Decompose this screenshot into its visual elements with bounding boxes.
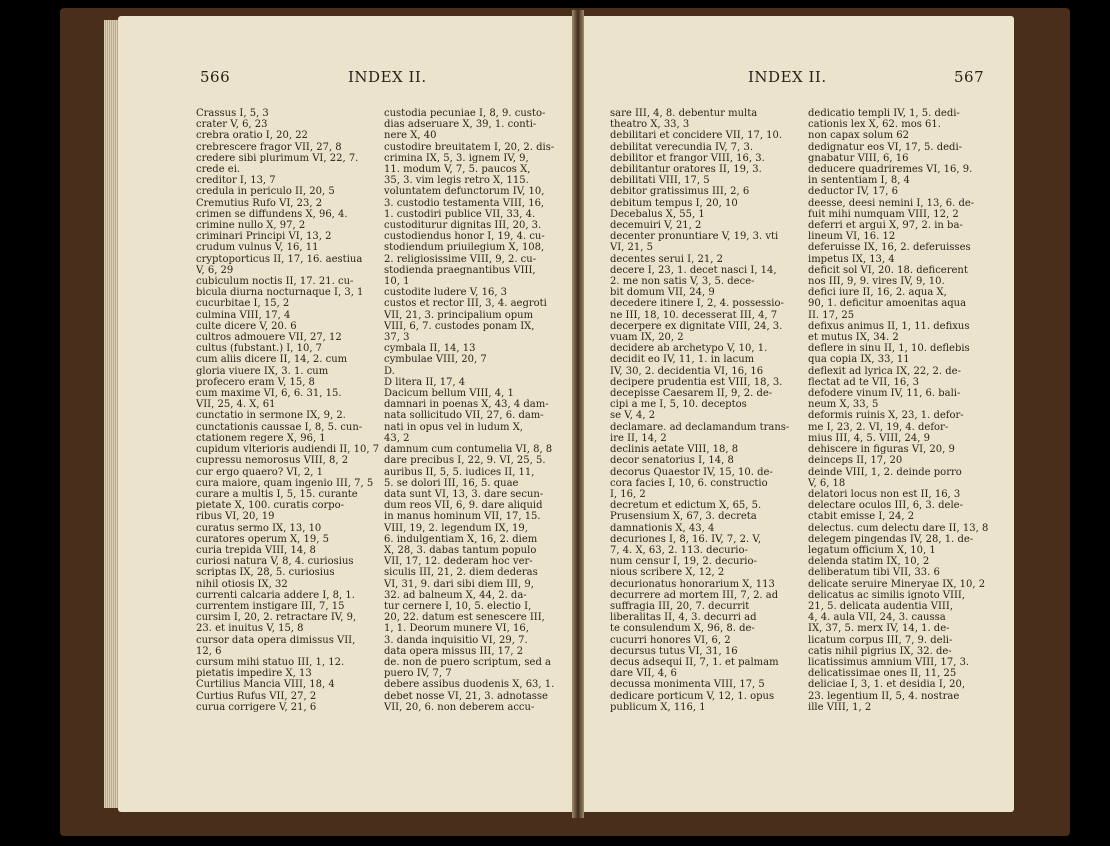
index-entry-line: nata sollicitudo VII, 27, 6. dam- [384,410,544,422]
index-entry-line: D. [384,365,395,377]
index-entry-line: 4, 4. aula VII, 24, 3. caussa [808,612,946,624]
index-entry-line: 2. religiosissime VIII, 9, 2. cu- [384,253,537,265]
index-entry-line: crebra oratio I, 20, 22 [196,130,308,142]
index-entry-line: deferuisse IX, 16, 2. deferuisses [808,242,971,254]
index-entry-line: cora facies I, 10, 6. constructio [610,477,768,489]
index-entry-line: liberalitas II, 4, 3. decurri ad [610,612,757,624]
index-entry-line: crede ei. [196,164,241,176]
index-entry-line: culte dicere V, 20. 6 [196,320,297,332]
index-entry-line: decus adsequi II, 7, 1. et palmam [610,656,779,668]
index-entry-line: siculis III, 21, 2. diem dederas [384,567,538,579]
index-entry-line: Curtius Rufus VII, 27, 2 [196,690,317,702]
index-entry-line: currenti calcaria addere I, 8, 1. [196,589,355,601]
index-entry-line: curiosi natura V, 8, 4. curiosius [196,556,354,568]
index-entry-line: currentem instigare III, 7, 15 [196,600,345,612]
index-entry-line: cationis lex X, 62. mos 61. [808,119,941,131]
index-entry-line: 90, 1. deficitur amoenitas aqua [808,298,967,310]
index-entry-line: damnationis X, 43, 4 [610,522,715,534]
index-entry-line: delenda statim IX, 10, 2 [808,556,930,568]
index-entry-line: mius III, 4, 5. VIII, 24, 9 [808,432,930,444]
index-entry-line: vuam IX, 20, 2 [610,332,684,344]
index-entry-line: deesse, deesi nemini I, 13, 6. de- [808,197,975,209]
index-entry-line: scriptas IX, 28, 5. curiosius [196,567,335,579]
index-entry-line: crudum vulnus V, 16, 11 [196,242,319,254]
index-entry-line: debilitati VIII, 17, 5 [610,175,710,187]
index-entry-line: cubiculum noctis II, 17. 21. cu- [196,276,354,288]
index-entry-line: Prusensium X, 67, 3. decreta [610,511,757,523]
index-entry-line: 5. se dolori III, 16, 5. quae [384,477,519,489]
index-entry-line: te consulendum X, 96, 8. de- [610,623,755,635]
index-entry-line: gnabatur VIII, 6, 16 [808,152,909,164]
index-entry-line: delicatissimae ones II, 11, 25 [808,668,957,680]
index-entry-line: deliciae I, 3, 1. et desidia I, 20, [808,679,966,691]
index-entry-line: VI, 31, 9. dari sibi diem III, 9, [384,578,534,590]
index-entry-line: curia trepida VIII, 14, 8 [196,544,316,556]
index-entry-line: debilitor et frangor VIII, 16, 3. [610,152,765,164]
index-entry-line: non capax solum 62 [808,130,910,142]
index-entry-line: delicatus ac similis ignoto VIII, [808,589,966,601]
index-entry-line: flectat ad te VII, 16, 3 [808,376,919,388]
index-entry-line: decuriones I, 8, 16. IV, 7, 2. V, [610,533,762,545]
index-entry-line: data sunt VI, 13, 3. dare secun- [384,488,544,500]
index-entry-line: data opera missus III, 17, 2 [384,645,524,657]
index-entry-line: cursum mihi statuo III, 1, 12. [196,656,345,668]
index-entry-line: V, 6, 18 [808,477,846,489]
index-entry-line: decurionatus honorarium X, 113 [610,578,775,590]
index-entry-line: auribus II, 5, 5. iudices II, 11, [384,466,535,478]
index-entry-line: defici iure II, 16, 2. aqua X, [808,287,947,299]
index-entry-line: dare precibus I, 22, 9. VI, 25, 5. [384,455,546,467]
index-entry-line: damnum cum contumelia VI, 8, 8 [384,444,553,456]
index-entry-line: deferri et argui X, 97, 2. in ba- [808,220,963,232]
index-entry-line: crebrescere fragor VII, 27, 8 [196,141,342,153]
index-entry-line: theatro X, 33, 3 [610,119,690,131]
index-entry-line: V, 6, 29 [196,264,234,276]
index-entry-line: ne III, 18, 10. decesserat III, 4, 7 [610,309,778,321]
index-entry-line: curatores operum X, 19, 5 [196,533,329,545]
index-entry-line: II. 17, 25 [808,309,855,321]
index-entry-line: delegem pingendas IV, 28, 1. de- [808,533,974,545]
index-entry-line: decidere ab archetypo V, 10, 1. [610,343,768,355]
index-entry-line: decemuiri V, 21, 2 [610,220,702,232]
index-entry-line: 23. legentium II, 5, 4. nostrae [808,690,960,702]
index-entry-line: crater V, 6, 23 [196,119,268,131]
index-entry-line: D litera II, 17, 4 [384,376,466,388]
index-entry-line: cum aliis dicere II, 14, 2. cum [196,354,348,366]
index-entry-line: dehiscere in figuras VI, 20, 9 [808,444,955,456]
index-entry-line: deliberatum tibi VII, 33. 6 [808,567,940,579]
index-entry-line: culmina VIII, 17, 4 [196,309,291,321]
index-entry-line: debitor gratissimus III, 2, 6 [610,186,750,198]
index-entry-line: stodiendum priuilegium X, 108, [384,242,545,254]
index-entry-line: debilitantur oratores II, 19, 3. [610,164,762,176]
index-entry-line: defodere vinum IV, 11, 6. bali- [808,388,961,400]
index-entry-line: deformis ruinis X, 23, 1. defor- [808,410,964,422]
index-entry-line: licatum corpus III, 7, 9. deli- [808,634,953,646]
index-entry-line: decursus tutus VI, 31, 16 [610,645,738,657]
index-entry-line: gloria viuere IX, 3. 1. cum [196,365,329,377]
index-entry-line: 35, 3. vim legis retro X, 115. [384,175,529,187]
index-entry-line: se V, 4, 2 [610,410,656,422]
index-entry-line: deinde VIII, 1, 2. deinde porro [808,466,962,478]
index-entry-line: decussa monimenta VIII, 17, 5 [610,679,765,691]
index-entry-line: cultros admouere VII, 27, 12 [196,332,342,344]
index-entry-line: suffragia III, 20, 7. decurrit [610,600,750,612]
index-entry-line: crimen se diffundens X, 96, 4. [196,208,348,220]
index-entry-line: fuit mihi numquam VIII, 12, 2 [808,208,959,220]
index-entry-line: 20, 22. datum est senescere III, [384,612,545,624]
index-entry-line: lineum VI, 16. 12 [808,231,896,243]
left-page-number: 566 [200,68,231,86]
index-entry-line: 6. indulgentiam X, 16, 2. diem [384,533,538,545]
index-entry-line: nihil otiosis IX, 32 [196,578,288,590]
index-entry-line: qua copia IX, 33, 11 [808,354,910,366]
index-entry-line: impetus IX, 13, 4 [808,253,895,265]
index-entry-line: Dacicum bellum VIII, 4, 1 [384,388,514,400]
index-entry-line: licatissimus amnium VIII, 17, 3. [808,656,970,668]
index-entry-line: decor senatorius I, 14, 8 [610,455,734,467]
index-entry-line: nere X, 40 [384,130,437,142]
index-entry-line: de. non de puero scriptum, sed a [384,656,551,668]
index-entry-line: decretum et edictum X, 65, 5. [610,500,762,512]
index-entry-line: cucurri honores VI, 6, 2 [610,634,731,646]
index-entry-line: credula in periculo II, 20, 5 [196,186,335,198]
index-entry-line: criminari Principi VI, 13, 2 [196,231,332,243]
index-entry-line: Decebalus X, 55, 1 [610,208,705,220]
index-entry-line: bicula diurna nocturnaque I, 3, 1 [196,287,364,299]
left-column-1 [196,108,380,713]
index-entry-line: custodire breuitatem I, 20, 2. dis- [384,141,555,153]
index-entry-line: nati in opus vel in ludum X, [384,421,523,433]
index-entry-line: nious scribere X, 12, 2 [610,567,725,579]
index-entry-line: cupressu nemorosus VIII, 8, 2 [196,455,349,467]
index-entry-line: delectare oculos III, 6, 3. dele- [808,500,963,512]
index-entry-line: credere sibi plurimum VI, 22, 7. [196,152,359,164]
index-entry-line: Crassus I, 5, 3 [196,108,269,119]
index-entry-line: nos III, 9, 9. vires IV, 9, 10. [808,276,945,288]
index-entry-line: 2. me non satis V, 3, 5. dece- [610,276,755,288]
index-entry-line: 10, 1 [384,276,410,288]
index-entry-line: 21, 5. delicata audentia VIII, [808,600,954,612]
index-entry-line: ille VIII, 1, 2 [808,701,872,713]
index-entry-line: 23. et inuitus V, 15, 8 [196,623,304,635]
index-entry-line: sare III, 4, 8. debentur multa [610,108,758,119]
index-entry-line: decurrere ad mortem III, 7, 2. ad [610,589,779,601]
left-column-2 [384,108,566,713]
index-entry-line: 12, 6 [196,645,222,657]
index-entry-line: decedere itinere I, 2, 4. possessio- [610,298,784,310]
index-entry-line: cymbala II, 14, 13 [384,343,476,355]
index-entry-line: ctationem regere X, 96, 1 [196,432,326,444]
index-entry-line: declamare. ad declamandum trans- [610,421,790,433]
index-entry-line: publicum X, 116, 1 [610,701,706,713]
index-entry-line: cunctatio in sermone IX, 9, 2. [196,410,346,422]
index-entry-line: dias adseruare X, 39, 1. conti- [384,119,537,131]
index-entry-line: debilitari et concidere VII, 17, 10. [610,130,783,142]
index-entry-line: decidit eo IV, 11, 1. in lacum [610,354,755,366]
index-entry-line: 7, 4. X, 63, 2. 113. decurio- [610,544,748,556]
index-entry-line: deflere in sinu II, 1, 10. deflebis [808,343,970,355]
index-entry-line: cupidum vlterioris audiendi II, 10, 7 [196,444,380,456]
index-entry-line: deductor IV, 17, 6 [808,186,898,198]
right-page-title: INDEX II. [748,68,827,86]
index-entry-line: catis nihil pigrius IX, 32. de- [808,645,952,657]
index-entry-line: dare VII, 4, 6 [610,668,677,680]
index-entry-line: puero IV, 7, 7 [384,668,452,680]
index-entry-line: num censur I, 19, 2. decurio- [610,556,757,568]
index-entry-line: X, 28, 3. dabas tantum populo [384,544,537,556]
index-entry-line: et mutus IX, 34. 2 [808,332,899,344]
index-entry-line: ribus VI, 20, 19 [196,511,275,523]
index-entry-line: curatus sermo IX, 13, 10 [196,522,322,534]
index-entry-line: 3. custodio testamenta VIII, 16, [384,197,545,209]
index-entry-line: delatori locus non est II, 16, 3 [808,488,961,500]
right-page [584,16,1014,812]
index-entry-line: 43, 2 [384,432,410,444]
index-entry-line: decorus Quaestor IV, 15, 10. de- [610,466,773,478]
index-entry-line: Curtilius Mancia VIII, 18, 4 [196,679,335,691]
right-page-number: 567 [954,68,985,86]
index-entry-line: in manus hominum VII, 17, 15. [384,511,541,523]
index-entry-line: cymbulae VIII, 20, 7 [384,354,487,366]
index-entry-line: Cremutius Rufo VI, 23, 2 [196,197,323,209]
index-entry-line: neum X, 33, 5 [808,399,879,411]
index-entry-line: cursim I, 20, 2. retractare IV, 9, [196,612,357,624]
index-entry-line: dedicatio templi IV, 1, 5. dedi- [808,108,960,119]
index-entry-line: custos et rector III, 3, 4. aegroti [384,298,547,310]
index-entry-line: decipere prudentia est VIII, 18, 3. [610,376,783,388]
index-entry-line: legatum officium X, 10, 1 [808,544,936,556]
index-entry-line: deducere quadriremes VI, 16, 9. [808,164,973,176]
index-entry-line: cucurbitae I, 15, 2 [196,298,290,310]
index-entry-line: cipi a me I, 5, 10. deceptos [610,399,747,411]
index-entry-line: debilitat verecundia IV, 7, 3. [610,141,754,153]
index-entry-line: bit domum VII, 24, 9 [610,287,715,299]
index-entry-line: cum maxime VI, 6, 6. 31, 15. [196,388,342,400]
index-entry-line: VIII, 19, 2. legendum IX, 19, [384,522,528,534]
index-entry-line: deficit sol VI, 20. 18. deficerent [808,264,968,276]
index-entry-line: stodienda praegnantibus VIII, [384,264,536,276]
index-entry-line: cursor data opera dimissus VII, [196,634,356,646]
index-entry-line: decerpere ex dignitate VIII, 24, 3. [610,320,783,332]
index-entry-line: IV, 30, 2. decidentia VI, 16, 16 [610,365,764,377]
index-entry-line: deflexit ad lyrica IX, 22, 2. de- [808,365,961,377]
index-entry-line: custodiendus honor I, 19, 4. cu- [384,231,545,243]
index-entry-line: 11. modum V, 7, 5. paucos X, [384,164,531,176]
index-entry-line: 32. ad balneum X, 44, 2. da- [384,589,527,601]
index-entry-line: VII, 25, 4. X, 61 [196,399,276,411]
index-entry-line: cryptoporticus II, 17, 16. aestiua [196,253,363,265]
index-entry-line: decentes serui I, 21, 2 [610,253,723,265]
right-column-2 [808,108,1004,713]
index-entry-line: dedignatur eos VI, 17, 5. dedi- [808,141,963,153]
index-entry-line: IX, 37, 5. merx IV, 14, 1. de- [808,623,950,635]
index-entry-line: 1. custodiri publice VII, 33, 4. [384,208,536,220]
index-entry-line: ire II, 14, 2 [610,432,667,444]
index-entry-line: me I, 23, 2. VI, 19, 4. defor- [808,421,949,433]
index-entry-line: pietate X, 100. curatis corpo- [196,500,345,512]
index-entry-line: cura maiore, quam ingenio III, 7, 5 [196,477,374,489]
index-entry-line: ctabit emisse I, 24, 2 [808,511,915,523]
index-entry-line: defixus animus II, 1, 11. defixus [808,320,970,332]
index-entry-line: cultus (fubstant.) I, 10, 7 [196,343,323,355]
index-entry-line: VII, 20, 6. non deberem accu- [384,701,535,713]
index-entry-line: damnari in poenas X, 43, 4 dam- [384,399,549,411]
right-column-1 [610,108,800,713]
index-entry-line: decepisse Caesarem II, 9, 2. de- [610,388,773,400]
index-entry-line: deinceps II, 17, 20 [808,455,903,467]
index-entry-line: in sententiam I, 8, 4 [808,175,910,187]
index-entry-line: VI, 21, 5 [610,242,653,254]
book-gutter [572,10,584,818]
index-entry-line: debet nosse VI, 21, 3. adnotasse [384,690,548,702]
index-entry-line: crimina IX, 5, 3. ignem IV, 9, [384,152,529,164]
index-entry-line: curua corrigere V, 21, 6 [196,701,317,713]
index-entry-line: crimine nullo X, 97, 2 [196,220,306,232]
index-entry-line: debitum tempus I, 20, 10 [610,197,738,209]
index-entry-line: delicate seruire Minerуae IX, 10, 2 [808,578,986,590]
index-entry-line: 37, 3 [384,332,410,344]
index-entry-line: voluntatem defunctorum IV, 10, [384,186,545,198]
index-entry-line: declinis aetate VIII, 18, 8 [610,444,739,456]
index-entry-line: decenter pronuntiare V, 19, 3. vti [610,231,779,243]
index-entry-line: debere assibus duodenis X, 63, 1. [384,679,555,691]
index-entry-line: cunctationis caussae I, 8, 5. cun- [196,421,363,433]
index-entry-line: custodia pecuniae I, 8, 9. custo- [384,108,546,119]
index-entry-line: tur cernere I, 10, 5. electio I, [384,600,532,612]
left-page [118,16,572,812]
index-entry-line: delectus. cum delectu dare II, 13, 8 [808,522,989,534]
index-entry-line: VII, 17, 12. dederam hoc ver- [384,556,533,568]
index-entry-line: dum reos VII, 6, 9. dare aliquid [384,500,543,512]
index-entry-line: custoditurur dignitas III, 20, 3. [384,220,542,232]
index-entry-line: 3. danda inquisitio VI, 29, 7. [384,634,528,646]
index-entry-line: profecero eram V, 15, 8 [196,376,315,388]
index-entry-line: VII, 21, 3. principalium opum [384,309,534,321]
index-entry-line: 1, 1. Deorum munere VI, 16, [384,623,529,635]
index-entry-line: VIII, 6, 7. custodes ponam IX, [384,320,535,332]
index-entry-line: decere I, 23, 1. decet nasci I, 14, [610,264,777,276]
index-entry-line: cur ergo quaero? VI, 2, 1 [196,466,323,478]
index-entry-line: creditor I, 13, 7 [196,175,276,187]
index-entry-line: curare a multis I, 5, 15. curante [196,488,358,500]
index-entry-line: pietatis impedire X, 13 [196,668,312,680]
index-entry-line: dedicare porticum V, 12, 1. opus [610,690,775,702]
left-page-title: INDEX II. [348,68,427,86]
index-entry-line: custodite ludere V, 16, 3 [384,287,508,299]
index-entry-line: I, 16, 2 [610,488,646,500]
